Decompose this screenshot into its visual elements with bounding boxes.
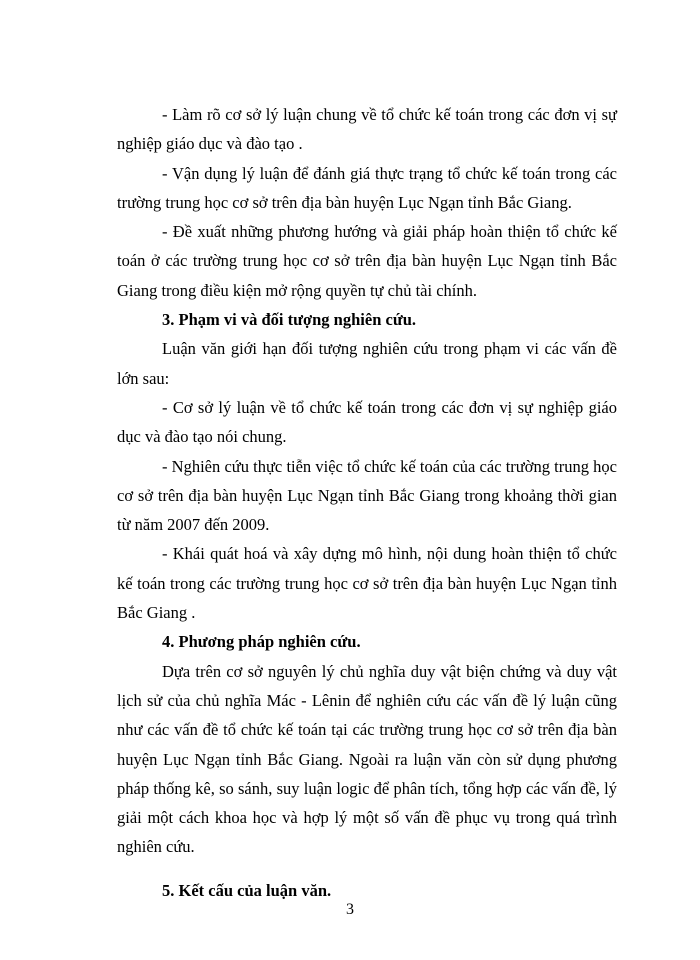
paragraph-methods: Dựa trên cơ sở nguyên lý chủ nghĩa duy vật biện chứng và duy vật lịch sử của chủ nghĩa Mác - Lênin để nghiên cứu các vấn đề lý luận cũng như các vấn đề tổ chức kế toán tại các trường trung học cơ sở trên địa bàn huyện Lục Ngạn tỉnh Bắc Giang. Ngoài ra luận văn còn sử dụng phương pháp thống kê, so sánh, suy luận logic để phân tích, tổng hợp các vấn đề, lý giải một cách khoa học và hợp lý một số vấn đề phục vụ trong quá trình nghiên cứu. [117, 661, 617, 857]
paragraph-scope-1: - Cơ sở lý luận về tổ chức kế toán trong các đơn vị sự nghiệp giáo dục và đào tạo nói chung. [117, 397, 617, 447]
paragraph-objective-2: - Vận dụng lý luận để đánh giá thực trạng tổ chức kế toán trong các trường trung học cơ sở trên địa bàn huyện Lục Ngạn tỉnh Bắc Giang. [117, 163, 617, 212]
paragraph-scope-2: - Nghiên cứu thực tiễn việc tổ chức kế toán của các trường trung học cơ sở trên địa bàn huyện Lục Ngạn tỉnh Bắc Giang trong khoảng thời gian từ năm 2007 đến 2009. [117, 456, 617, 535]
section-heading-methods: 4. Phương pháp nghiên cứu. [162, 632, 361, 652]
paragraph-objective-1: - Làm rõ cơ sở lý luận chung về tổ chức kế toán trong các đơn vị sự nghiệp giáo dục và đào tạo . [117, 105, 617, 154]
page-body [117, 100, 617, 905]
paragraph-objective-3: - Đề xuất những phương hướng và giải pháp hoàn thiện tổ chức kế toán ở các trường trung học cơ sở trên địa bàn huyện Lục Ngạn tỉnh Bắc Giang trong điều kiện mở rộng quyền tự chủ tài chính. [117, 222, 617, 300]
paragraph-scope-3: - Khái quát hoá và xây dựng mô hình, nội dung hoàn thiện tổ chức kế toán trong các trường trung học cơ sở trên địa bàn huyện Lục Ngạn tỉnh Bắc Giang . [117, 544, 617, 623]
section-heading-structure: 5. Kết cấu của luận văn. [162, 880, 332, 900]
paragraph-scope-intro: Luận văn giới hạn đối tượng nghiên cứu trong phạm vi các vấn đề lớn sau: [117, 339, 617, 388]
section-heading-scope: 3. Phạm vi và đối tượng nghiên cứu. [162, 310, 417, 330]
page-number: 3 [346, 901, 354, 918]
